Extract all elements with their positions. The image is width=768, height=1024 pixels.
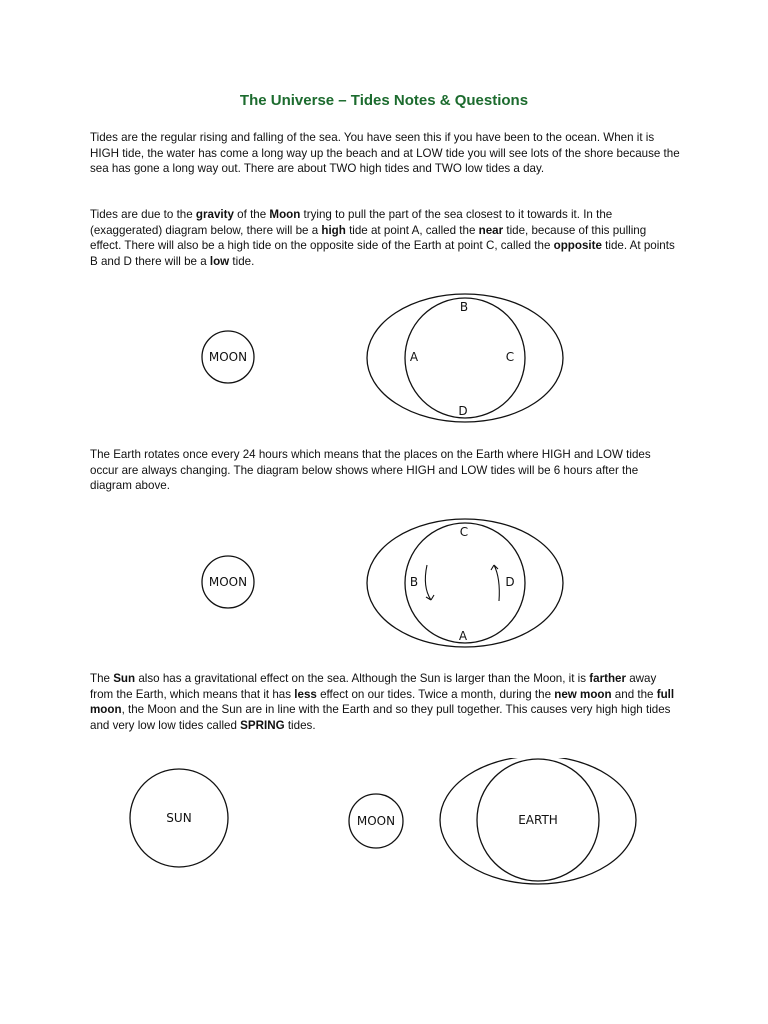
paragraph-earth-rotation: The Earth rotates once every 24 hours which means that the places on the Earth where HIGH and LOW tides occur are always changing. The diagram below shows where HIGH and LOW tides will be 6 hours after the diagram above.: [90, 448, 651, 492]
diagram-moon-tides: [0, 288, 768, 426]
text-run: also has a gravitational effect on the sea. Although the Sun is larger than the Moon, it is: [135, 672, 590, 685]
point-top-label: B: [459, 300, 469, 314]
moon-label: MOON: [356, 814, 396, 828]
rotation-arrow-left-icon: [425, 565, 434, 600]
rotation-arrow-right-icon: [491, 565, 499, 601]
text-run: trying to pull the part of the sea closest to it towards it. In the (exaggerated) diagram below, there will be a: [90, 208, 613, 237]
text-run: The: [90, 672, 114, 685]
text-run: , the Moon and the Sun are in line with the Earth and so they pull together. This causes very high high tides and very low low tides called: [90, 703, 671, 732]
text-run: tide at point A, called the: [345, 223, 479, 237]
point-right-label: D: [505, 575, 515, 589]
text-run: and the: [611, 687, 657, 701]
text-run: effect on our tides. Twice a month, during the: [316, 687, 555, 701]
text-run: tide.: [229, 254, 255, 268]
bold-term: gravity: [195, 208, 234, 221]
diagram-rotated-tides: [0, 513, 768, 651]
text-run: Tides are due to the: [90, 208, 196, 221]
bold-term: high: [321, 223, 346, 237]
text-run: of the: [233, 208, 270, 221]
text-run: away from the Earth, which means that it has: [90, 672, 657, 701]
point-top-label: C: [459, 525, 469, 539]
bold-term: SPRING: [240, 718, 285, 732]
diagram-spring-tides: [0, 758, 768, 898]
paragraph-sun-effect: [90, 671, 680, 733]
text-run: tide. At points B and D there will be a: [90, 239, 675, 268]
bold-term: low: [209, 254, 230, 268]
bold-term: Moon: [269, 208, 301, 221]
bold-term: near: [478, 223, 504, 237]
moon-label: MOON: [208, 575, 248, 589]
text-run: tide, because of this pulling effect. There will also be a high tide on the opposite side of the Earth at point C, called the: [90, 223, 647, 252]
text-run: tides.: [284, 718, 316, 732]
point-left-label: A: [409, 350, 419, 364]
point-right-label: C: [505, 350, 515, 364]
bold-term: farther: [589, 672, 627, 685]
paragraph-moon-gravity: [90, 207, 680, 269]
earth-label: EARTH: [518, 813, 558, 827]
sun-label: SUN: [166, 811, 192, 825]
bold-term: opposite: [553, 239, 602, 252]
page-title: The Universe – Tides Notes & Questions: [239, 92, 529, 109]
point-bottom-label: A: [458, 629, 468, 643]
bold-term: Sun: [113, 672, 136, 685]
moon-label: MOON: [208, 350, 248, 364]
bold-term: full moon: [90, 687, 675, 716]
point-bottom-label: D: [458, 404, 468, 418]
bold-term: new moon: [554, 687, 612, 701]
point-left-label: B: [409, 575, 419, 589]
paragraph-tides-intro: Tides are the regular rising and falling of the sea. You have seen this if you have been to the ocean. When it is HIGH tide, the water has come a long way up the beach and at LOW tide you will see lots of the shore because the sea has gone a long way out. There are about TWO high tides and TWO low tides a day.: [90, 131, 680, 175]
bold-term: less: [294, 687, 317, 701]
